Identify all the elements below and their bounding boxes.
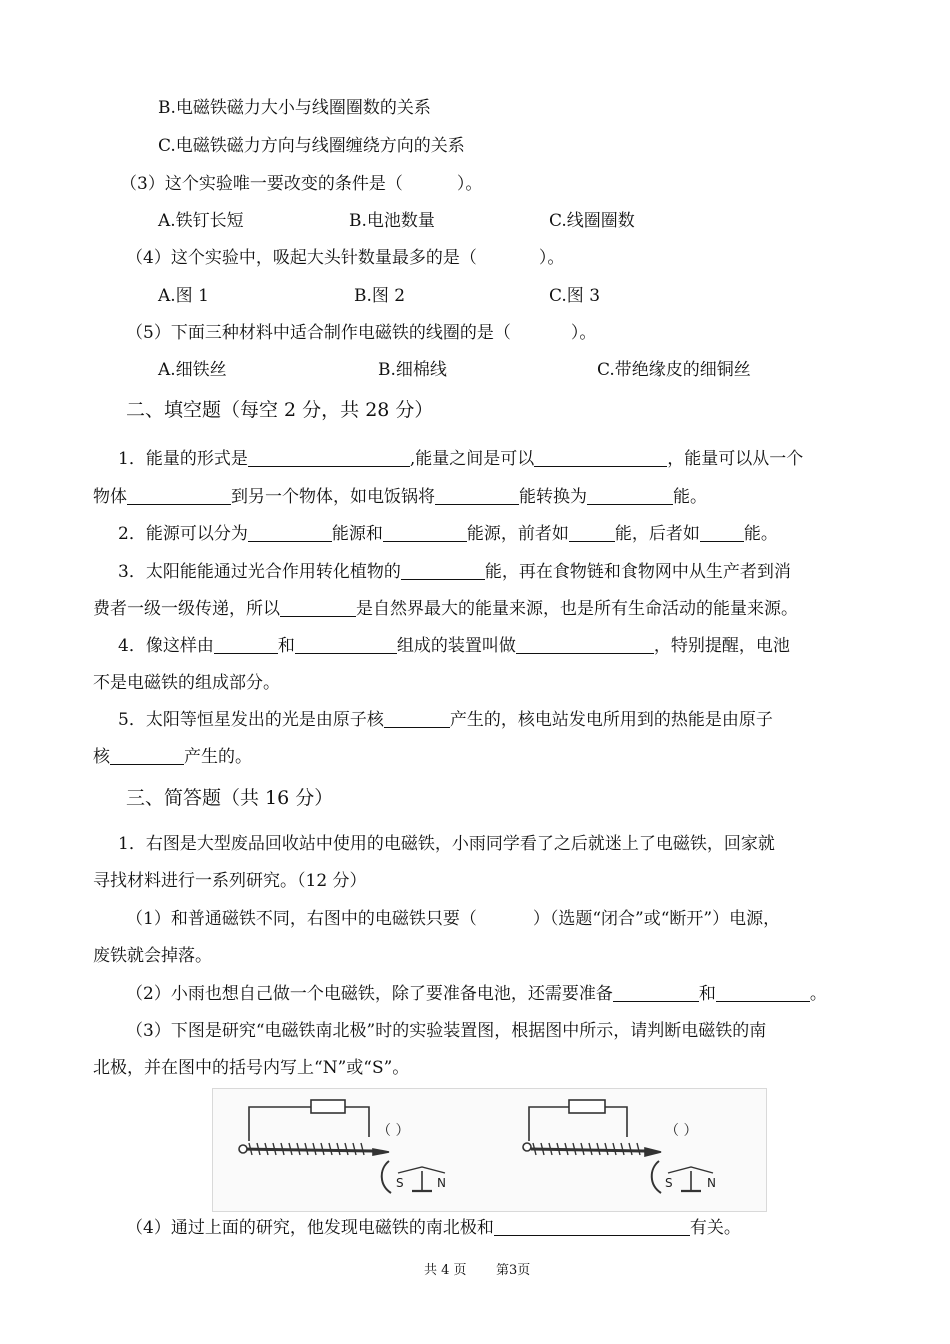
q4-option-c: C.图 3 — [549, 286, 601, 306]
electromagnet-figure — [212, 1088, 767, 1212]
fill-item-5-line2: 核 产生的。 — [93, 747, 252, 767]
nail-icon — [531, 1149, 645, 1151]
fill-item-1-line2: 物体 到另一个物体，如电饭锅将 能转换为 能。 — [93, 487, 707, 507]
blank[interactable] — [384, 709, 450, 728]
short-answer-1-line2: 寻找材料进行一系列研究。（12 分） — [93, 871, 367, 891]
page-number: 第3页 — [496, 1263, 531, 1278]
blank[interactable] — [494, 1217, 690, 1236]
blank[interactable] — [516, 635, 654, 654]
fill-item-4-line1: 4．像这样由 和 组成的装置叫做 ，特别提醒，电池 — [118, 636, 790, 656]
q5-option-a: A.细铁丝 — [158, 360, 227, 380]
fill-item-1-line1: 1．能量的形式是 ,能量之间是可以 ，能量可以从一个 — [118, 449, 804, 469]
blank[interactable] — [127, 486, 231, 505]
fill-item-3-line1: 3．太阳能能通过光合作用转化植物的 能，再在食物链和食物网中从生产者到消 — [118, 562, 791, 582]
setup-left — [239, 1100, 445, 1193]
pole-label-n: N — [437, 1176, 446, 1190]
setup-right — [523, 1100, 713, 1193]
sub-question-1-line2: 废铁就会掉落。 — [93, 946, 212, 966]
question-3: （3）这个实验唯一要改变的条件是（ ）。 — [120, 174, 483, 194]
q5-option-b: B.细棉线 — [378, 360, 447, 380]
q3-option-a: A.铁钉长短 — [158, 211, 244, 231]
fill-item-3-line2: 费者一级一级传递，所以 是自然界最大的能量来源，也是所有生命活动的能量来源。 — [93, 599, 798, 619]
sub-question-2: （2）小雨也想自己做一个电磁铁，除了要准备电池，还需要准备 和 。 — [126, 984, 827, 1004]
answer-parentheses: （ ） — [377, 1123, 410, 1139]
pole-label-s: S — [665, 1176, 673, 1190]
fill-item-4-line2: 不是电磁铁的组成部分。 — [93, 673, 280, 693]
blank[interactable] — [613, 983, 699, 1002]
blank[interactable] — [700, 523, 744, 542]
blank[interactable] — [248, 448, 410, 467]
battery-icon — [311, 1100, 345, 1113]
blank[interactable] — [716, 983, 810, 1002]
blank[interactable] — [383, 523, 467, 542]
answer-parentheses: （ ） — [665, 1123, 698, 1139]
electromagnet-diagram — [213, 1089, 766, 1211]
q5-option-c: C.带绝缘皮的细铜丝 — [597, 360, 751, 380]
question-4: （4）这个实验中，吸起大头针数量最多的是（ ）。 — [126, 248, 565, 268]
blank[interactable] — [569, 523, 615, 542]
coil-icon — [249, 1143, 364, 1155]
battery-icon — [569, 1100, 605, 1113]
sub-question-1-line1: （1）和普通磁铁不同，右图中的电磁铁只要（ ）（选题“闭合”或“断开”）电源， — [126, 909, 781, 929]
q3-option-b: B.电池数量 — [349, 211, 435, 231]
short-answer-1-line1: 1．右图是大型废品回收站中使用的电磁铁，小雨同学看了之后就迷上了电磁铁，回家就 — [118, 834, 775, 854]
blank[interactable] — [248, 523, 332, 542]
q4-option-a: A.图 1 — [158, 286, 209, 306]
blank[interactable] — [214, 635, 278, 654]
sub-question-3-line2: 北极，并在图中的括号内写上“N”或“S”。 — [93, 1058, 410, 1078]
section-3-heading: 三、简答题（共 16 分） — [126, 787, 334, 809]
fill-item-5-line1: 5．太阳等恒星发出的光是由原子核 产生的，核电站发电所用到的热能是由原子 — [118, 710, 773, 730]
q3-option-c: C.线圈圈数 — [549, 211, 635, 231]
pole-label-n: N — [707, 1176, 716, 1190]
page-total: 共 4 页 — [424, 1263, 467, 1278]
section-2-heading: 二、填空题（每空 2 分，共 28 分） — [126, 399, 434, 421]
sub-question-4: （4）通过上面的研究，他发现电磁铁的南北极和 有关。 — [126, 1218, 741, 1238]
option-b: B.电磁铁磁力大小与线圈圈数的关系 — [158, 98, 431, 118]
q4-option-b: B.图 2 — [354, 286, 406, 306]
fill-item-2: 2．能源可以分为 能源和 能源，前者如 能，后者如 能。 — [118, 524, 778, 544]
question-5: （5）下面三种材料中适合制作电磁铁的线圈的是（ ）。 — [126, 323, 597, 343]
blank[interactable] — [435, 486, 519, 505]
sub-question-3-line1: （3）下图是研究“电磁铁南北极”时的实验装置图，根据图中所示，请判断电磁铁的南 — [126, 1021, 767, 1041]
blank[interactable] — [295, 635, 397, 654]
pole-label-s: S — [396, 1176, 404, 1190]
blank[interactable] — [401, 561, 485, 580]
blank[interactable] — [587, 486, 673, 505]
blank[interactable] — [280, 598, 356, 617]
blank[interactable] — [110, 746, 184, 765]
blank[interactable] — [534, 448, 667, 467]
option-c: C.电磁铁磁力方向与线圈缠绕方向的关系 — [158, 136, 465, 156]
